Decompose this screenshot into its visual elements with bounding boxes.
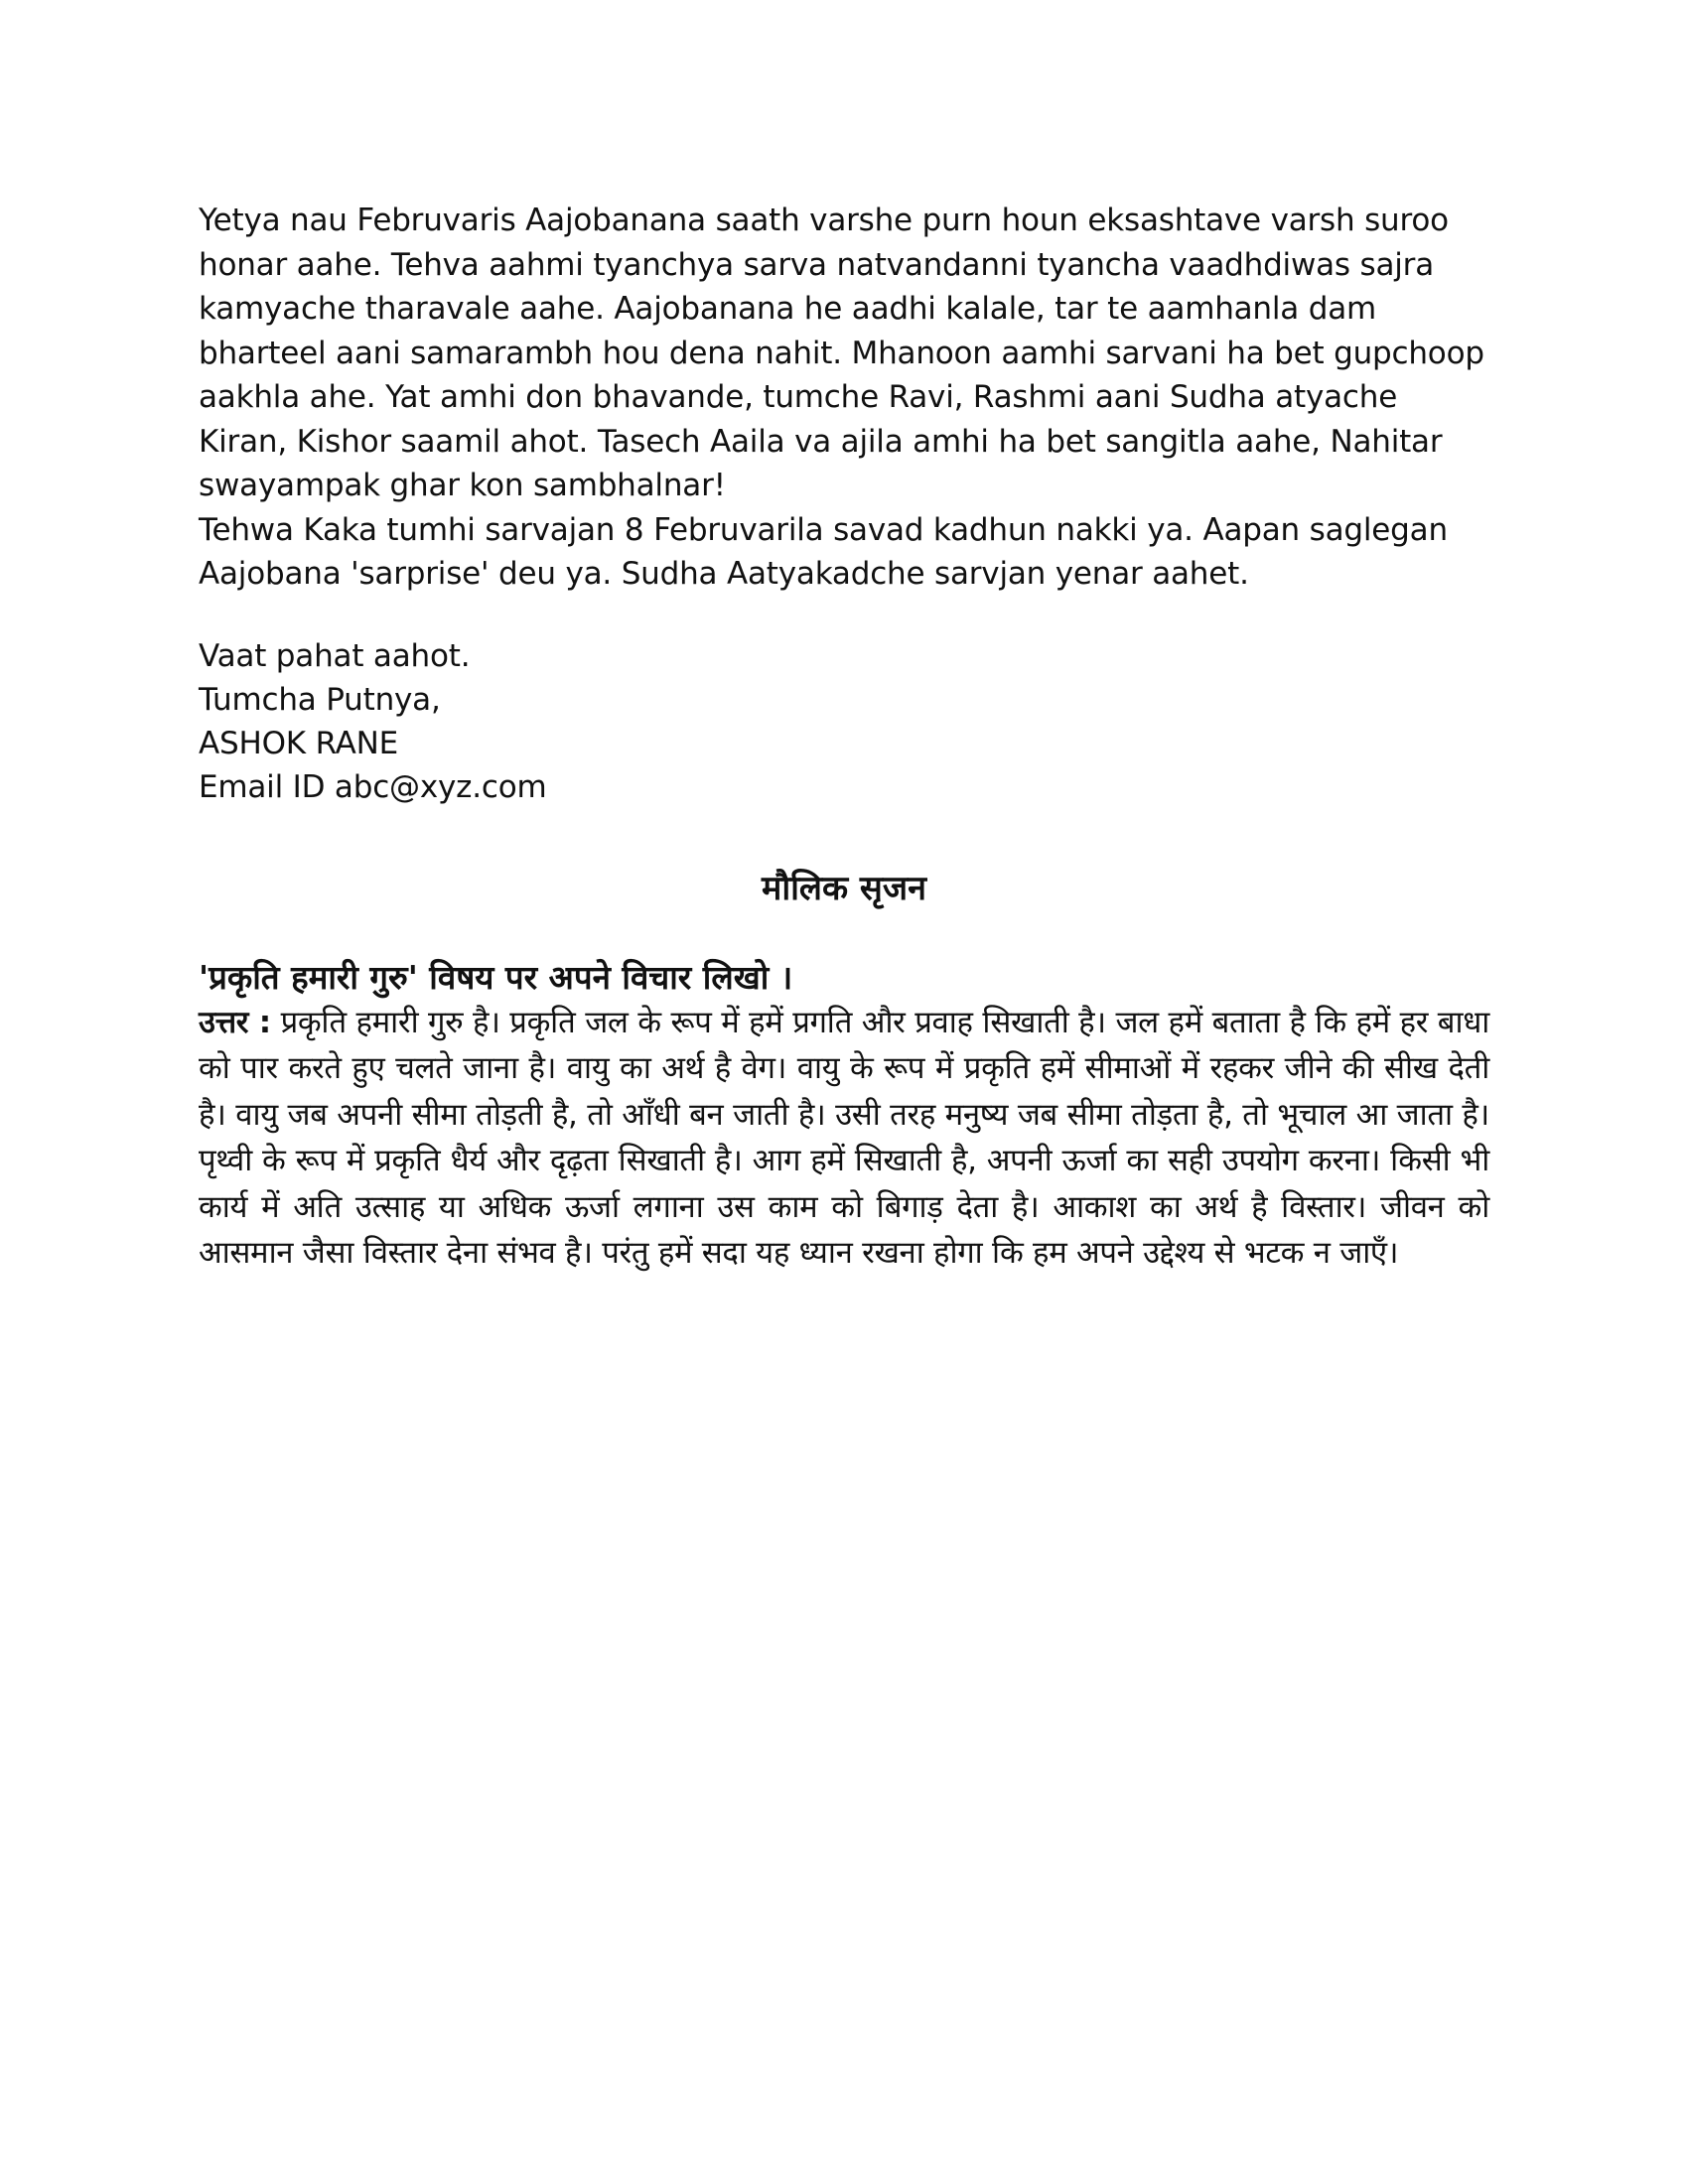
sender-name: ASHOK RANE (199, 725, 399, 761)
question-text: 'प्रकृति हमारी गुरु' विषय पर अपने विचार लिखो । (199, 957, 793, 997)
answer-label: उत्तर : (199, 1004, 271, 1040)
letter-closing: Vaat pahat aahot. (199, 637, 471, 674)
sender-email: Email ID abc@xyz.com (199, 768, 547, 805)
letter-body (199, 199, 1489, 809)
answer-text: प्रकृति हमारी गुरु है। प्रकृति जल के रूप में हमें प्रगति और प्रवाह सिखाती है। जल हमें बताता है कि हमें हर बाधा को पार करते हुए चलते जाना है। वायु का अर्थ है वेग। वायु के रूप में प्रकृति हमें सीमाओं में रहकर जीने की सीख देती है। वायु जब अपनी सीमा तोड़ती है, तो आँधी बन जाती है। उसी तरह मनुष्य जब सीमा तोड़ता है, तो भूचाल आ जाता है। पृथ्वी के रूप में प्रकृति धैर्य और दृढ़ता सिखाती है। आग हमें सिखाती है, अपनी ऊर्जा का सही उपयोग करना। किसी भी कार्य में अति उत्साह या अधिक ऊर्जा लगाना उस काम को बिगाड़ देता है। आकाश का अर्थ है विस्तार। जीवन को आसमान जैसा विस्तार देना संभव है। परंतु हमें सदा यह ध्यान रखना होगा कि हम अपने उद्देश्य से भटक न जाएँ। (199, 1004, 1489, 1271)
section-heading: मौलिक सृजन (761, 868, 927, 908)
letter-paragraph-2: Tehwa Kaka tumhi sarvajan 8 Februvarila savad kadhun nakki ya. Aapan saglegan Aajobana 'sarprise' deu ya. Sudha Aatyakadche sarvjan yenar aahet. (199, 511, 1448, 592)
answer-paragraph (199, 1000, 1489, 1277)
letter-paragraph-1: Yetya nau Februvaris Aajobanana saath varshe purn houn eksashtave varsh suroo honar aahe. Tehva aahmi tyanchya sarva natvandanni tyancha vaadhdiwas sajra kamyache tharavale aahe. Aajobanana he aadhi kalale, tar te aamhanla dam bharteel aani samarambh hou dena nahit. Mhanoon aamhi sarvani ha bet gupchoop aakhla ahe. Yat amhi don bhavande, tumche Ravi, Rashmi aani Sudha atyache Kiran, Kishor saamil ahot. Tasech Aaila va ajila amhi ha bet sangitla aahe, Nahitar swayampak ghar kon sambhalnar! (199, 203, 1484, 503)
letter-salutation: Tumcha Putnya, (199, 681, 441, 718)
document-page (199, 199, 1489, 1277)
letter-signoff (199, 634, 1489, 809)
